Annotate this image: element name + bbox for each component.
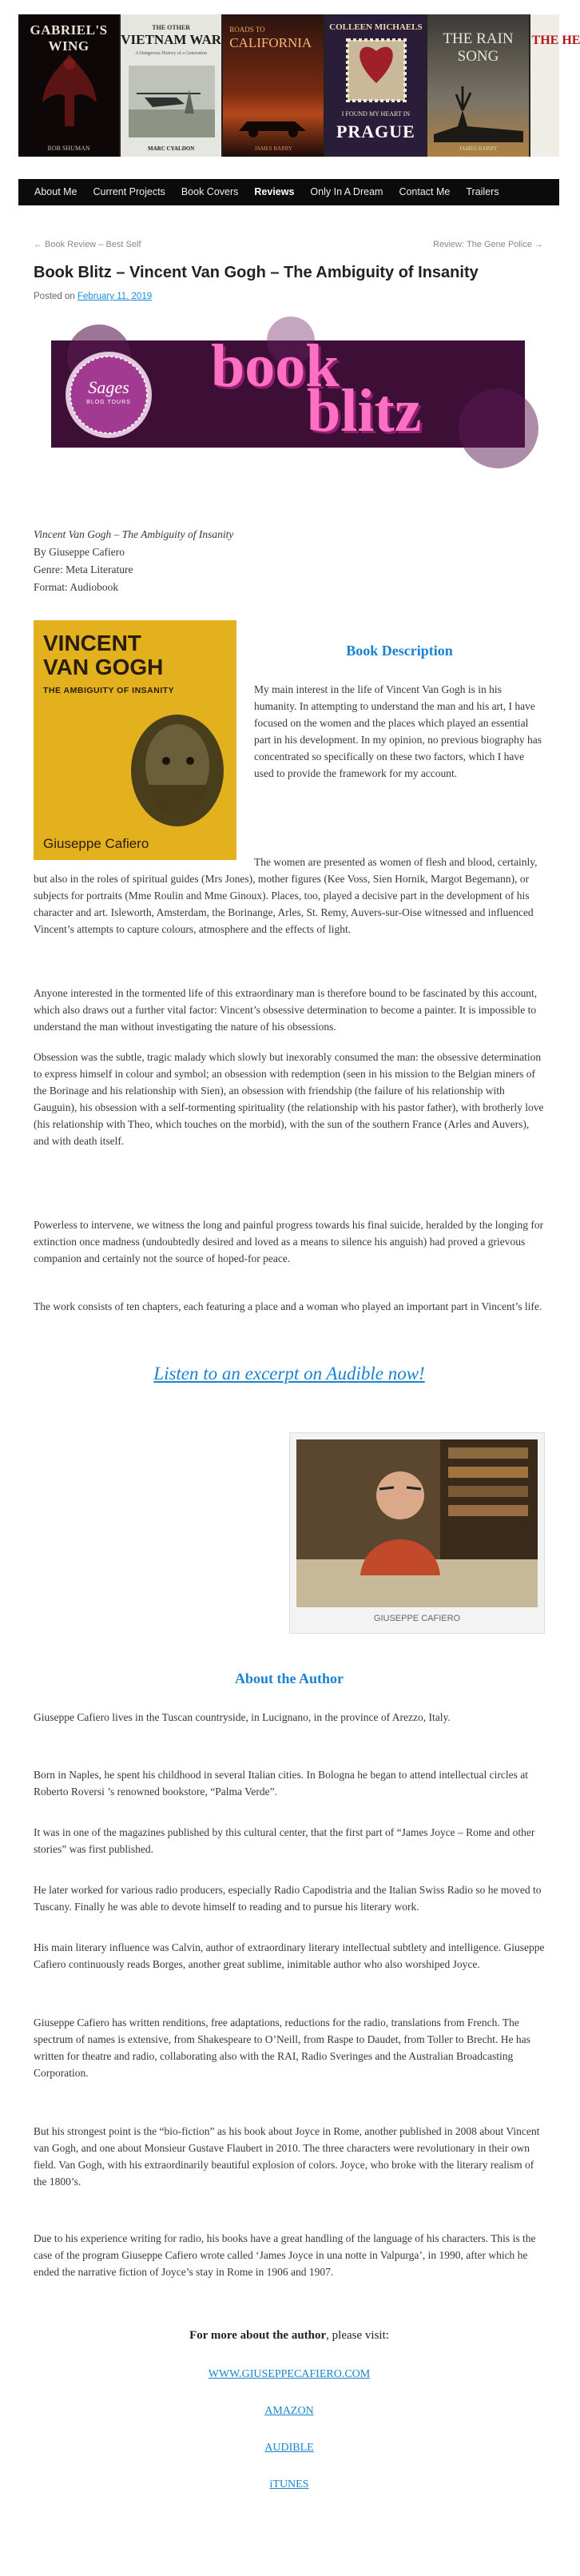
cover-gabriels-wing[interactable]: [18, 14, 121, 157]
cover-title: THE RAIN SONG: [443, 30, 514, 65]
post-date-link[interactable]: February 11, 2019: [77, 292, 153, 301]
audible-excerpt-link[interactable]: Listen to an excerpt on Audible now!: [153, 1364, 425, 1384]
cover-roads-to-california[interactable]: [223, 14, 325, 157]
cover-title: THE HE: [531, 34, 580, 47]
cover-title: VIETNAM WAR: [121, 32, 222, 47]
book-author: By Giuseppe Cafiero: [34, 546, 125, 558]
post-meta: [34, 292, 152, 301]
nav-item-about-me[interactable]: About Me: [34, 186, 77, 197]
previous-post-link[interactable]: ← Book Review – Best Self: [34, 240, 141, 249]
tree-silhouette-icon: [434, 78, 523, 142]
author-paragraph-7: But his strongest point is the “bio-fiction” as his book about Joyce in Rome, another published in 2008 about Vincent van Gogh, and one about Monsieur Gustave Flaubert in 2010. The three characters were revolutionary in their own field. Van Gogh, with his extraordinarily beautiful explosion of colors. Joyce, who broke with the literary realism of the 1800’s.: [34, 2125, 540, 2188]
description-paragraph-2: [34, 854, 545, 938]
cover-title-small: ROADS TO: [229, 26, 265, 34]
cover-author: Giuseppe Cafiero: [43, 836, 149, 851]
cover-rain-song[interactable]: [427, 14, 530, 157]
posted-on-label: Posted on: [34, 292, 75, 301]
more-about-author-suffix: , please visit:: [326, 2329, 389, 2342]
cover-partial[interactable]: [530, 14, 580, 157]
author-paragraph-2: Born in Naples, he spent his childhood in several Italian cities. In Bologna he began to attend intellectual circles at Roberto Roversi ’s renowned bookstore, “Palma Verde”.: [34, 1769, 528, 1798]
description-paragraph-1: My main interest in the life of Vincent Van Gogh is in his humanity. In attempting to understand the man and his art, I have focused on the women and the places which played an essential part in his development. In my opinion, no previous biography has concentrated so specifically on these two factors, which I have used to provide the framework for my account.: [254, 683, 542, 779]
description-paragraph-2-text: The women are presented as women of flesh and blood, certainly, but also in the roles of spiritual guides (Mrs Jones), mother figures (Kee Voss, Sien Hornik, Margot Begemann), or subjects for portraits (Mme Roulin and Mme Ginoux). Places, too, played a decisive part in the development of his character and art. Isleworth, Amsterdam, the Borinange, Arles, St. Remy, Auvers-sur-Oise witnessed and influenced Vincent’s attempts to capture colours, atmosphere and the effects of light.: [34, 856, 538, 935]
book-genre: Genre: Meta Literature: [34, 563, 133, 575]
nav-item-contact-me[interactable]: Contact Me: [399, 186, 451, 197]
cover-subtitle: A Dangerous History of a Generation: [135, 51, 208, 56]
book-cover[interactable]: [34, 620, 236, 860]
cover-subtitle: THE AMBIGUITY OF INSANITY: [43, 686, 175, 695]
book-format: Format: Audiobook: [34, 581, 119, 593]
banner-word-book: book: [211, 332, 340, 400]
cover-author: ROB SHUMAN: [47, 145, 90, 152]
nav-item-only-in-a-dream[interactable]: Only In A Dream: [310, 186, 383, 197]
itunes-link[interactable]: iTUNES: [269, 2478, 309, 2490]
author-paragraph-4: He later worked for various radio producers, especially Radio Capodistria and the Italian Swiss Radio so he moved to Tuscany. Finally he was able to devote himself to reading and to pursue his literary work.: [34, 1884, 542, 1913]
cover-vietnam-war[interactable]: [121, 14, 223, 157]
nav-item-book-covers[interactable]: Book Covers: [181, 186, 239, 197]
description-paragraph-4: Obsession was the subtle, tragic malady which slowly but inexorably consumed the man: the obsessive determination to express himself in colour and symbol; an obsession with redemption (seen in his mission to the Belgian miners of the Borinage and his relationship with Sien), an obsession with friendship (the failure of his relationship with Gauguin), his obsession with a self-tormenting spirituality (the relationship with his pastor father), with brotherly love (his relationship with Theo, which touches on the morbid), with the sun of the southern France (Arles and Auvers), and with death itself.: [34, 1051, 544, 1147]
cover-author: MARC CYALDON: [148, 145, 195, 152]
author-paragraph-5: His main literary influence was Calvin, author of extraordinary literary intellectual subtlety and intelligence. Giuseppe Cafiero continuously reads Borges, another great sublime, inimitable author who also worshiped Joyce.: [34, 1941, 545, 1970]
header-banner[interactable]: [18, 14, 580, 157]
post-title: Book Blitz – Vincent Van Gogh – The Ambiguity of Insanity: [34, 264, 479, 281]
cover-prague[interactable]: [325, 14, 427, 157]
cover-title: PRAGUE: [336, 121, 415, 141]
cover-author: JAMES BARRY: [254, 145, 293, 152]
description-paragraph-3: Anyone interested in the tormented life of this extraordinary man is therefore bound to be fascinated by this account, which also draws out a further vital factor: Vincent’s obsessive determination to become a painter. It is impossible to understand the man without investigating the nature of his obsessions.: [34, 987, 538, 1033]
cover-title: CALIFORNIA: [229, 35, 312, 50]
author-photo-caption: GIUSEPPE CAFIERO: [373, 1614, 461, 1623]
author-photo-frame: [289, 1432, 545, 1634]
cover-title: GABRIEL'S WING: [30, 22, 108, 54]
amazon-link[interactable]: AMAZON: [264, 2405, 314, 2417]
cover-line1: VINCENT: [43, 631, 141, 655]
cover-line2: VAN GOGH: [43, 655, 164, 679]
helicopter-scene-icon: [129, 66, 215, 137]
stamp-icon: [346, 38, 407, 102]
more-about-author-bold: For more about the author: [189, 2329, 327, 2342]
main-navigation: [18, 179, 559, 205]
cover-author: JAMES BARRY: [459, 145, 498, 152]
nav-item-trailers[interactable]: Trailers: [466, 186, 499, 197]
website-link[interactable]: WWW.GIUSEPPECAFIERO.COM: [208, 2368, 371, 2380]
audible-link[interactable]: AUDIBLE: [264, 2442, 314, 2454]
cover-small: I FOUND MY HEART IN: [341, 110, 411, 117]
author-paragraph-3: It was in one of the magazines published by this cultural center, that the first part of “James Joyce – Rome and other stories” was first published.: [34, 1826, 535, 1855]
nav-item-reviews[interactable]: Reviews: [254, 186, 295, 197]
sages-logo-subtext: BLOG TOURS: [86, 400, 131, 405]
description-paragraph-6: The work consists of ten chapters, each featuring a place and a woman who played an important part in Vincent’s life.: [34, 1300, 542, 1312]
author-paragraph-8: Due to his experience writing for radio, his books have a great handling of the language of his characters. This is the case of the program Giuseppe Cafiero wrote called ‘James Joyce in una notte in Valpurga’, in 1990, after which he ended the narrative fiction of Joyce’s stay in Rome in 1906 and 1907.: [34, 2232, 536, 2278]
author-paragraph-6: Giuseppe Cafiero has written renditions, free adaptations, reductions for the radio, translations from French. The spectrum of names is extensive, from Shakespeare to O’Neill, from Raspe to Daudet, from Toller to Brecht. He has written for theatre and radio, collaborating also with the RAI, Radio Sveringes and the Australian Broadcasting Corporation.: [34, 2017, 530, 2079]
book-blitz-banner: [51, 332, 525, 448]
cover-title-small: THE OTHER: [152, 24, 191, 31]
author-photo[interactable]: [296, 1439, 538, 1607]
book-description-heading: Book Description: [346, 643, 453, 659]
sages-logo-text: Sages: [88, 377, 129, 397]
description-paragraph-5: Powerless to intervene, we witness the long and painful progress towards his final suicide, heralded by the longing for extinction once madness (undoubtedly desired and loved as a means to silence his anguish) had proved a grievous companion and certainly not the source of hoped-for peace.: [34, 1219, 544, 1264]
more-about-author: [34, 2327, 545, 2344]
next-post-link[interactable]: Review: The Gene Police →: [433, 240, 543, 249]
about-author-heading: About the Author: [234, 1670, 344, 1686]
nav-item-current-projects[interactable]: Current Projects: [93, 186, 165, 197]
author-paragraph-1: Giuseppe Cafiero lives in the Tuscan countryside, in Lucignano, in the province of Arezzo, Italy.: [34, 1711, 451, 1723]
book-title-italic: Vincent Van Gogh – The Ambiguity of Insanity: [34, 528, 234, 540]
banner-word-blitz: blitz: [307, 377, 422, 444]
car-silhouette-icon: [223, 102, 325, 142]
cover-author: COLLEEN MICHAELS: [329, 22, 423, 32]
van-gogh-portrait-icon: [113, 708, 236, 836]
winged-figure-icon: [41, 46, 98, 134]
